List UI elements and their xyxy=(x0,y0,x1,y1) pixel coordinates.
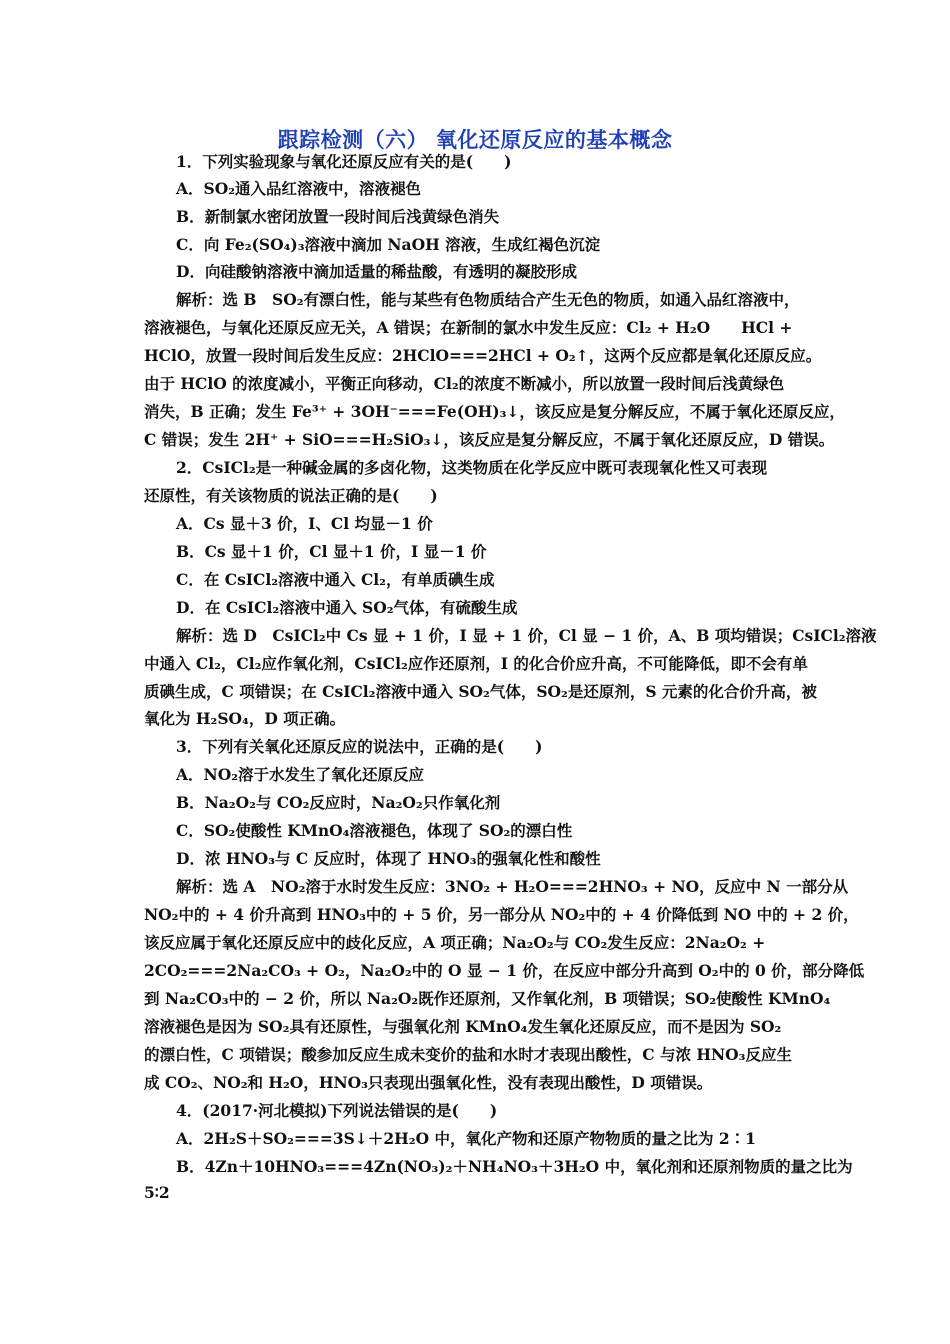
explanation-line: 解析：选 B SO₂有漂白性，能与某些有色物质结合产生无色的物质，如通入品红溶液中， xyxy=(176,290,800,309)
question-line: 4．(2017·河北模拟)下列说法错误的是( ) xyxy=(176,1101,498,1120)
explanation-line: 消失，B 正确；发生 Fe³⁺ + 3OH⁻===Fe(OH)₃↓，该反应是复分解反应，不属于氧化还原反应， xyxy=(144,402,845,421)
explanation-line: 的漂白性，C 项错误；酸参加反应生成未变价的盐和水时才表现出酸性，C 与浓 HNO₃反应生 xyxy=(144,1045,792,1064)
question-line: B．Cs 显＋1 价，Cl 显＋1 价，I 显－1 价 xyxy=(176,542,487,561)
question-line: D．向硅酸钠溶液中滴加适量的稀盐酸，有透明的凝胶形成 xyxy=(176,262,577,281)
explanation-line: 2CO₂===2Na₂CO₃ + O₂，Na₂O₂中的 O 显 − 1 价，在反应中部分升高到 O₂中的 0 价，部分降低 xyxy=(144,961,865,980)
question-line: A．SO₂通入品红溶液中，溶液褪色 xyxy=(176,179,422,198)
question-line: 还原性，有关该物质的说法正确的是( ) xyxy=(144,486,438,505)
question-line: A．2H₂S＋SO₂===3S↓＋2H₂O 中，氧化产物和还原产物物质的量之比为 2∶1 xyxy=(176,1129,756,1148)
explanation-line: 解析：选 D CsICl₂中 Cs 显 + 1 价，I 显 + 1 价，Cl 显 − 1 价，A、B 项均错误；CsICl₂溶液 xyxy=(176,626,877,645)
question-line: 1．下列实验现象与氧化还原反应有关的是( ) xyxy=(176,152,512,171)
explanation-line: 到 Na₂CO₃中的 − 2 价，所以 Na₂O₂既作还原剂，又作氧化剂，B 项错误；SO₂使酸性 KMnO₄ xyxy=(144,989,831,1008)
question-line: 3．下列有关氧化还原反应的说法中，正确的是( ) xyxy=(176,737,543,756)
question-line: A．NO₂溶于水发生了氧化还原反应 xyxy=(176,765,424,784)
page-title: 跟踪检测（六） 氧化还原反应的基本概念 xyxy=(277,128,673,152)
question-line: A．Cs 显＋3 价，I、Cl 均显－1 价 xyxy=(176,514,433,533)
explanation-line: C 错误；发生 2H⁺ + SiO===H₂SiO₃↓，该反应是复分解反应，不属于氧化还原反应，D 错误。 xyxy=(144,430,835,449)
explanation-line: 溶液褪色是因为 SO₂具有还原性，与强氧化剂 KMnO₄发生氧化还原反应，而不是因为 SO₂ xyxy=(144,1017,782,1036)
question-line: 5∶2 xyxy=(144,1183,170,1202)
explanation-line: 解析：选 A NO₂溶于水时发生反应：3NO₂ + H₂O===2HNO₃ + NO，反应中 N 一部分从 xyxy=(176,877,849,896)
explanation-line: 成 CO₂、NO₂和 H₂O，HNO₃只表现出强氧化性，没有表现出酸性，D 项错误。 xyxy=(144,1073,713,1092)
question-line: C．SO₂使酸性 KMnO₄溶液褪色，体现了 SO₂的漂白性 xyxy=(176,821,573,840)
question-line: D．浓 HNO₃与 C 反应时，体现了 HNO₃的强氧化性和酸性 xyxy=(176,849,601,868)
question-line: C．向 Fe₂(SO₄)₃溶液中滴加 NaOH 溶液，生成红褐色沉淀 xyxy=(176,235,601,254)
explanation-line: 中通入 Cl₂，Cl₂应作氧化剂，CsICl₂应作还原剂，I 的化合价应升高，不可能降低，即不会有单 xyxy=(144,654,808,673)
question-line: B．新制氯水密闭放置一段时间后浅黄绿色消失 xyxy=(176,207,500,226)
explanation-line: 由于 HClO 的浓度减小，平衡正向移动，Cl₂的浓度不断减小，所以放置一段时间后浅黄绿色 xyxy=(144,374,785,393)
explanation-line: 氧化为 H₂SO₄，D 项正确。 xyxy=(144,709,346,728)
question-line: C．在 CsICl₂溶液中通入 Cl₂，有单质碘生成 xyxy=(176,570,495,589)
question-line: 2．CsICl₂是一种碱金属的多卤化物，这类物质在化学反应中既可表现氧化性又可表现 xyxy=(176,458,768,477)
question-line: D．在 CsICl₂溶液中通入 SO₂气体，有硫酸生成 xyxy=(176,598,518,617)
explanation-line: NO₂中的 + 4 价升高到 HNO₃中的 + 5 价，另一部分从 NO₂中的 + 4 价降低到 NO 中的 + 2 价， xyxy=(144,905,859,924)
explanation-line: HClO，放置一段时间后发生反应：2HClO===2HCl + O₂↑，这两个反应都是氧化还原反应。 xyxy=(144,346,822,365)
explanation-line: 质碘生成，C 项错误；在 CsICl₂溶液中通入 SO₂气体，SO₂是还原剂，S 元素的化合价升高，被 xyxy=(144,682,817,701)
explanation-line: 该反应属于氧化还原反应中的歧化反应，A 项正确；Na₂O₂与 CO₂发生反应：2Na₂O₂ + xyxy=(144,933,766,952)
question-line: B．Na₂O₂与 CO₂反应时，Na₂O₂只作氧化剂 xyxy=(176,793,501,812)
question-line: B．4Zn＋10HNO₃===4Zn(NO₃)₂＋NH₄NO₃＋3H₂O 中，氧化剂和还原剂物质的量之比为 xyxy=(176,1157,853,1176)
explanation-line: 溶液褪色，与氧化还原反应无关，A 错误；在新制的氯水中发生反应：Cl₂ + H₂O HCl + xyxy=(144,318,793,337)
